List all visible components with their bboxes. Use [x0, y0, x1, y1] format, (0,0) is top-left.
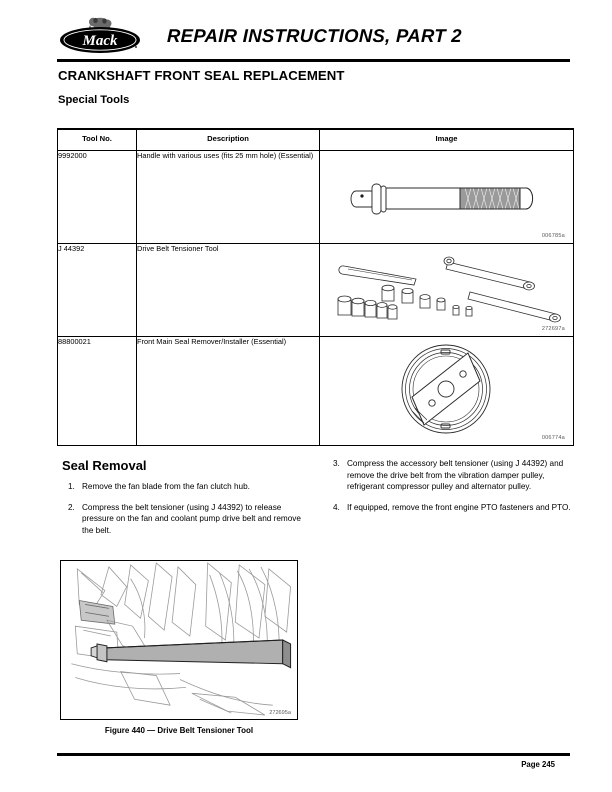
step-number: 4.: [333, 502, 340, 512]
svg-text:Mack: Mack: [82, 33, 118, 49]
tensioner-tool-set-illustration: [320, 244, 573, 336]
procedure-step: [62, 481, 307, 493]
step-text: If equipped, remove the front engine PTO fasteners and PTO.: [347, 502, 571, 512]
step-text: Compress the accessory belt tensioner (using J 44392) and remove the drive belt from the vibration damper pulley, refrigerant compressor pulley and alternator pulley.: [347, 459, 564, 492]
procedure-step: [327, 502, 575, 514]
cell-tool-no: J 44392: [58, 244, 137, 337]
table-row: [58, 244, 574, 337]
column-header-image: Image: [320, 129, 574, 151]
cell-description: Drive Belt Tensioner Tool: [137, 244, 320, 337]
cell-tool-no: 88800021: [58, 337, 137, 446]
step-text: Remove the fan blade from the fan clutch hub.: [82, 482, 250, 491]
image-code: 006785a: [541, 233, 565, 239]
figure-caption: Figure 440 — Drive Belt Tensioner Tool: [104, 726, 254, 735]
cell-description: Handle with various uses (fits 25 mm hole) (Essential): [137, 151, 320, 244]
procedure-step: [327, 458, 575, 493]
header-divider: [57, 59, 570, 62]
procedure-step: [62, 502, 307, 537]
figure-code: 272695a: [269, 710, 291, 716]
mack-bulldog-logo: [57, 14, 143, 58]
footer-divider: [57, 753, 570, 756]
cell-image: [320, 151, 574, 244]
cell-description: Front Main Seal Remover/Installer (Essential): [137, 337, 320, 446]
column-header-tool-no: Tool No.: [58, 129, 137, 151]
subsection-title: Special Tools: [58, 94, 130, 106]
column-header-description: Description: [137, 129, 320, 151]
step-number: 1.: [68, 482, 75, 491]
handle-tool-illustration: [320, 151, 573, 243]
procedure-steps-left: [62, 481, 307, 546]
seal-remover-illustration: [320, 337, 573, 445]
cell-tool-no: 9992000: [58, 151, 137, 244]
table-row: [58, 337, 574, 446]
cell-image: [320, 244, 574, 337]
page-number: Page 245: [521, 760, 555, 769]
page-header: [57, 14, 570, 58]
cell-image: [320, 337, 574, 446]
table-header-row: [58, 129, 574, 151]
step-number: 3.: [333, 459, 340, 468]
special-tools-table: [57, 128, 574, 446]
procedure-steps-right: [327, 458, 575, 523]
procedure-heading: Seal Removal: [62, 458, 147, 473]
section-title: CRANKSHAFT FRONT SEAL REPLACEMENT: [58, 68, 345, 83]
table-row: [58, 151, 574, 244]
step-text: Compress the belt tensioner (using J 44392) to release pressure on the fan and coolant pump drive belt and remove the belt.: [82, 502, 301, 535]
step-number: 2.: [68, 502, 75, 512]
figure-image: [60, 560, 298, 720]
image-code: 006774a: [541, 435, 565, 441]
document-title: REPAIR INSTRUCTIONS, PART 2: [166, 25, 463, 46]
image-code: 272697a: [541, 326, 565, 332]
